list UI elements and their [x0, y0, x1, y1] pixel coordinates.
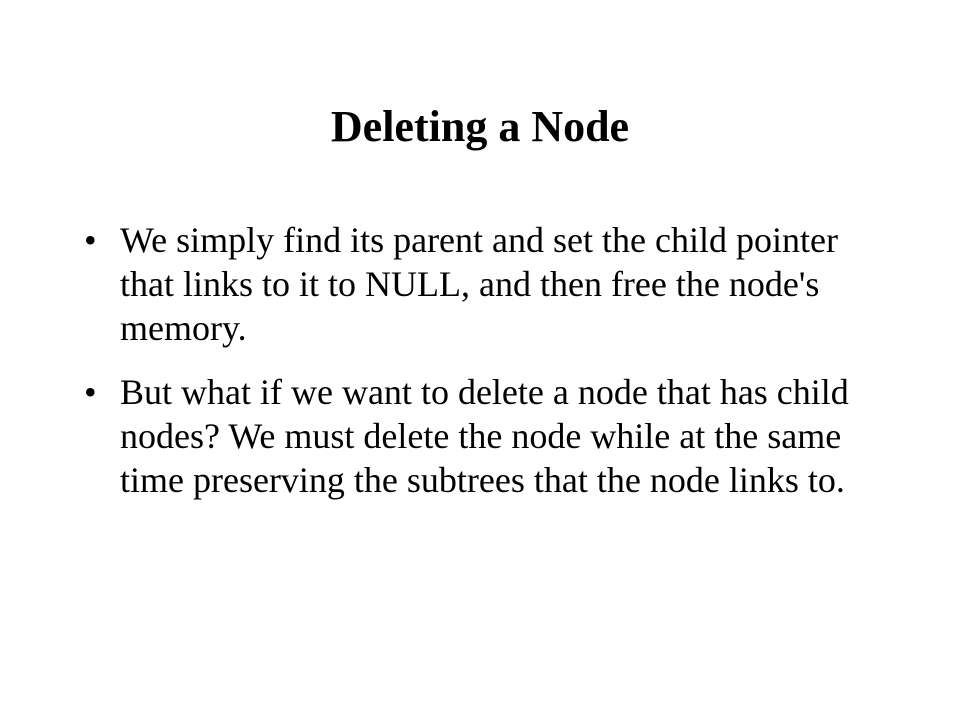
bullet-icon: •: [84, 220, 97, 260]
bullet-text: But what if we want to delete a node that has child nodes? We must delete the node while at the same time preserving the subtrees that the node links to.: [120, 372, 849, 500]
bullet-text: We simply find its parent and set the child pointer that links to it to NULL, and then free the node's memory.: [120, 220, 838, 348]
bullet-item: [84, 218, 884, 350]
bullet-icon: •: [84, 372, 97, 412]
bullet-item: [84, 370, 884, 502]
bullet-list: [84, 218, 884, 522]
slide-title: Deleting a Node: [330, 102, 630, 151]
